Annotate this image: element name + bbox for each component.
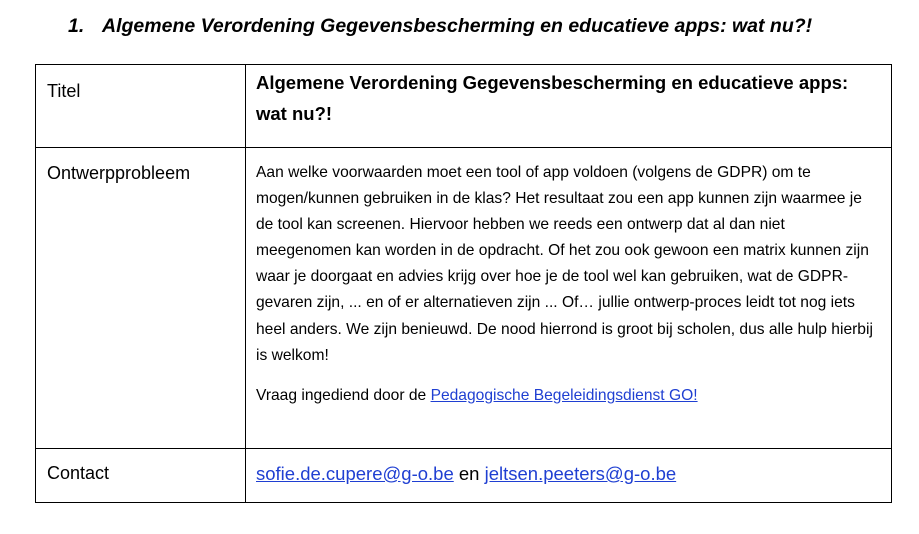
contact-label-cell [36, 449, 246, 503]
submitter-link[interactable]: Pedagogische Begeleidingsdienst GO! [430, 386, 698, 404]
email-link-sofie[interactable]: sofie.de.cupere@g-o.be [256, 463, 454, 484]
problem-description: Aan welke voorwaarden moet een tool of app voldoen (volgens de GDPR) om te mogen/kunnen gebruiken in de klas? Het resultaat zou een app kunnen zijn waarmee je de tool kan screenen. Hiervoor hebben we reeds een ontwerp dat al dan niet meegenomen kan worden in de opdracht. Of het zou ook gewoon een matrix kunnen zijn waar je doorgaat en advies krijg over hoe je de tool wel kan gebruiken, wat de GDPR-gevaren zijn, ... en of er alternatieven zijn ... Of… jullie ontwerp-proces leidt tot nog iets heel anders. We zijn benieuwd. De nood hierrond is groot bij scholen, dus alle hulp hierbij is welkom! [256, 164, 873, 364]
section-title: Algemene Verordening Gegevensbescherming en educatieve apps: wat nu?! [102, 15, 813, 37]
title-label: Titel [47, 81, 81, 101]
email-link-jeltsen[interactable]: jeltsen.peeters@g-o.be [484, 463, 677, 484]
section-number: 1. [68, 15, 85, 37]
contact-emails [256, 463, 881, 485]
title-value: Algemene Verordening Gegevensbescherming en educatieve apps: wat nu?! [256, 72, 849, 124]
submitted-by [256, 383, 881, 409]
contact-row [36, 449, 892, 503]
contact-label: Contact [47, 463, 110, 483]
title-row [36, 65, 892, 148]
problem-label-cell [36, 148, 246, 449]
title-label-cell [36, 65, 246, 148]
project-table [35, 64, 892, 503]
contact-value-cell [246, 449, 892, 503]
section-heading [68, 15, 812, 38]
title-value-cell [246, 65, 892, 148]
contact-conjunction: en [453, 463, 485, 484]
submitted-prefix: Vraag ingediend door de [256, 386, 431, 404]
problem-row [36, 148, 892, 449]
problem-value-cell [246, 148, 892, 449]
problem-label: Ontwerpprobleem [47, 163, 191, 183]
